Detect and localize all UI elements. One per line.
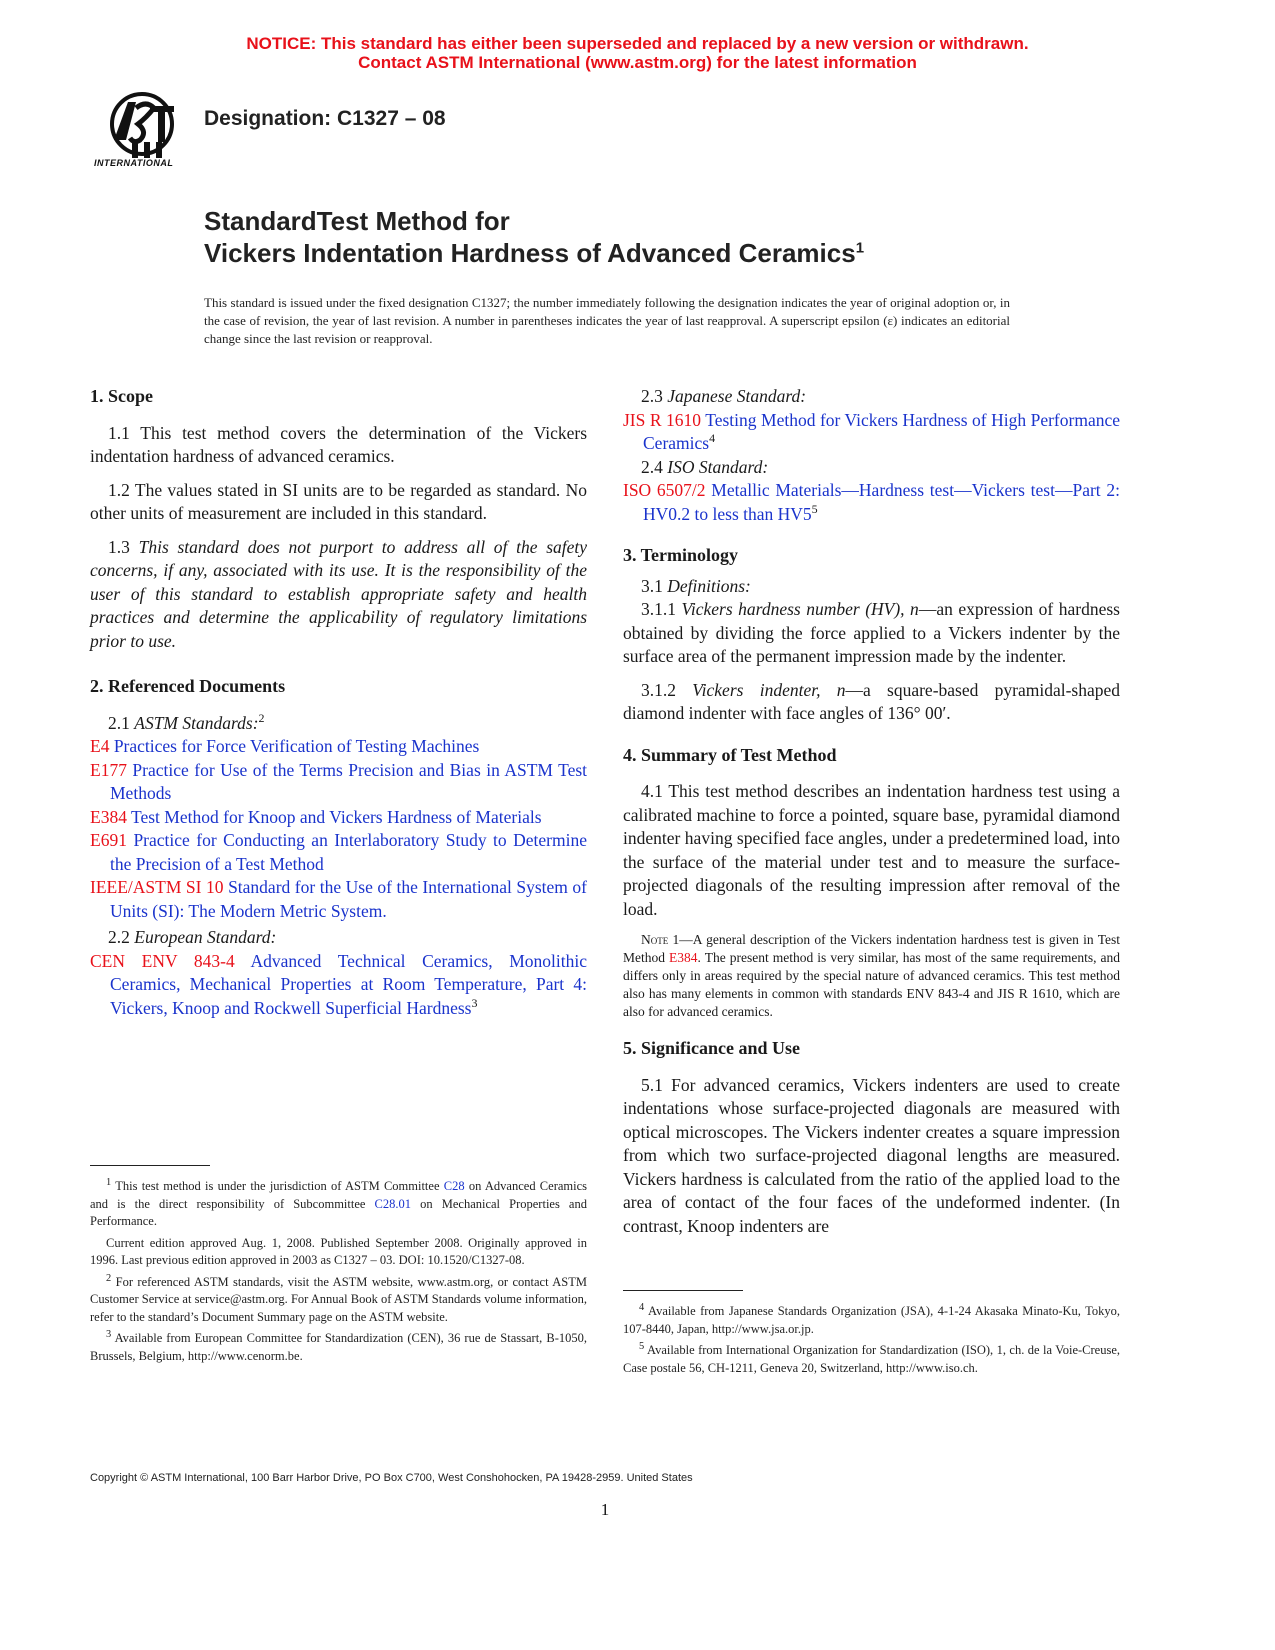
def-num: 3.1 (641, 575, 663, 596)
iso-fn-mark: 5 (811, 501, 818, 516)
astm-logo (92, 88, 192, 172)
footnote-3 (90, 1330, 587, 1365)
title-line-2-text: Vickers Indentation Hardness of Advanced Ceramics (204, 238, 856, 268)
footnote-4 (623, 1303, 1120, 1338)
ref-title[interactable]: Practice for Use of the Terms Precision and Bias in ASTM Test Methods (110, 759, 588, 803)
definitions-label (641, 575, 1120, 599)
ref-item[interactable] (90, 876, 587, 923)
para-1-3 (90, 536, 587, 654)
ref-item[interactable] (90, 829, 587, 876)
iso-label-text: ISO Standard: (667, 456, 769, 477)
footnote-rule (623, 1290, 743, 1291)
title-line-1: StandardTest Method for (204, 206, 510, 236)
astm-label: ASTM Standards: (134, 712, 259, 733)
ref-title[interactable]: Testing Method for Vickers Hardness of High Performance Ceramics (643, 409, 1120, 453)
definition-3-1-2 (623, 679, 1120, 726)
para-1-3-num: 1.3 (108, 536, 130, 557)
euro-label: European Standard: (134, 927, 277, 947)
ref-code[interactable]: E4 (90, 736, 110, 756)
title-footnote-mark: 1 (855, 239, 865, 257)
ref-code[interactable]: JIS R 1610 (623, 409, 702, 430)
page-title (204, 205, 1104, 269)
d2-num: 3.1.2 (641, 679, 676, 700)
ref-title[interactable]: Practices for Force Verification of Testing Machines (113, 736, 480, 756)
fn3-mark: 3 (106, 1328, 112, 1340)
footnote-1 (90, 1178, 587, 1231)
cen-fn-mark: 3 (471, 995, 478, 1010)
fn1-link-c28[interactable]: C28 (443, 1179, 465, 1193)
jis-label-text: Japanese Standard: (667, 386, 807, 406)
note-label: Note 1 (641, 932, 680, 947)
designation: Designation: C1327 – 08 (204, 107, 446, 130)
right-column (623, 385, 1120, 1248)
jis-num: 2.3 (641, 386, 663, 406)
preamble: This standard is issued under the fixed designation C1327; the number immediately following the designation indicates the year of original adoption or, in the case of revision, the year of last revision. A number in parentheses indicates the year of last reapproval. A superscript epsilon (ε) indicates an editorial change since the last revision or reapproval. (204, 295, 1010, 346)
left-footnotes (90, 1165, 587, 1369)
jis-fn-mark: 4 (709, 431, 716, 446)
copyright: Copyright © ASTM International, 100 Barr Harbor Drive, PO Box C700, West Conshohocken, PA 19428-2959. United States (90, 1472, 693, 1484)
refdocs-heading: 2. Referenced Documents (90, 676, 286, 696)
notice-banner (0, 34, 1275, 72)
para-4-1: 4.1 This test method describes an indentation hardness test using a calibrated machine to force a pointed, square base, pyramidal diamond indenter having specified face angles, under a predetermined load, into the surface of the material under test and to measure the surface-projected diagonals of the resulting impression after removal of the load. (623, 781, 1120, 919)
astm-fn-mark: 2 (258, 710, 265, 725)
ref-code[interactable]: CEN ENV 843-4 (90, 950, 235, 971)
fn1-mark: 1 (106, 1176, 112, 1188)
ref-item[interactable] (90, 735, 587, 759)
note-text-b: . The present method is very similar, has most of the same requirements, and differs only in areas required by the special nature of advanced ceramics. This test method also has many elements in common with standards ENV 843-4 and JIS R 1610, which are also for advanced ceramics. (623, 950, 1121, 1019)
fn1-text-b: on Advanced Ceramics and is the direct responsibility of Subcommittee (90, 1179, 588, 1211)
para-1-1: 1.1 This test method covers the determination of the Vickers indentation hardness of advanced ceramics. (90, 422, 587, 466)
ref-code[interactable]: E691 (90, 830, 127, 850)
para-5-1: 5.1 For advanced ceramics, Vickers indenters are used to create indentations whose surface-projected diagonals are measured with optical microscopes. The Vickers indenter creates a square impression from which two surface-projected diagonal lengths are measured. Vickers hardness is calculated from the ratio of the applied load to the area of contact of the four faces of the undeformed indenter. (In contrast, Knoop indenters are (623, 1074, 1120, 1236)
ref-code[interactable]: ISO 6507/2 (623, 480, 706, 500)
d2-text: —a square-based pyramidal-shaped diamond indenter with face angles of 136° 00′. (623, 679, 1120, 723)
logo-caption: INTERNATIONAL (94, 158, 174, 168)
jis-label (641, 385, 1120, 409)
footnote-1-edition: Current edition approved Aug. 1, 2008. Published September 2008. Originally approved in 1996. Last previous edition approved in 2003 as C1327 – 03. DOI: 10.1520/C1327-08. (90, 1235, 587, 1267)
fn2-text: For referenced ASTM standards, visit the ASTM website, www.astm.org, or contact ASTM Customer Service at service@astm.org. For Annual Book of ASTM Standards volume information, refer to the standard’s Document Summary page on the ASTM website. (90, 1274, 588, 1324)
footnote-5 (623, 1342, 1120, 1377)
footnote-rule (90, 1165, 210, 1166)
note-1 (623, 931, 1120, 1021)
scope-heading: 1. Scope (90, 386, 153, 406)
d2-term: Vickers indenter, n (692, 679, 846, 700)
ref-title[interactable]: Standard for the Use of the International System of Units (SI): The Modern Metric System. (110, 877, 588, 921)
notice-line-2: Contact ASTM International (www.astm.org) for the latest information (358, 53, 917, 72)
fn5-text: Available from International Organization for Standardization (ISO), 1, ch. de la Voie-Creuse, Case postale 56, CH-1211, Geneva 20, Switzerland, http://www.iso.ch. (623, 1343, 1120, 1375)
para-1-2: 1.2 The values stated in SI units are to be regarded as standard. No other units of measurement are included in this standard. (90, 479, 587, 523)
ref-item-cen[interactable] (90, 950, 587, 1021)
title-line-2 (204, 237, 1104, 269)
right-footnotes (623, 1290, 1120, 1381)
euro-standard-label (108, 926, 587, 950)
ref-code[interactable]: E177 (90, 759, 127, 780)
page-number: 1 (600, 1500, 610, 1519)
terminology-heading: 3. Terminology (623, 545, 739, 565)
astm-logo-icon (92, 88, 192, 160)
significance-heading: 5. Significance and Use (623, 1038, 801, 1058)
ref-code[interactable]: IEEE/ASTM SI 10 (90, 877, 224, 897)
ref-item[interactable] (90, 759, 587, 806)
ref-code[interactable]: E384 (90, 806, 127, 827)
summary-heading: 4. Summary of Test Method (623, 744, 837, 765)
def-label: Definitions: (667, 575, 751, 596)
fn2-mark: 2 (106, 1272, 112, 1284)
euro-num: 2.2 (108, 927, 130, 947)
note-link-e384[interactable]: E384 (669, 950, 698, 965)
ref-item-jis[interactable] (623, 409, 1120, 456)
fn5-mark: 5 (639, 1340, 645, 1352)
d1-text: —an expression of hardness obtained by dividing the force applied to a Vickers indenter by the surface area of the permanent impression made by the indenter. (623, 599, 1120, 666)
fn4-text: Available from Japanese Standards Organization (JSA), 4-1-24 Akasaka Minato-Ku, Tokyo, 107-8440, Japan, http://www.jsa.or.jp. (623, 1304, 1120, 1336)
fn4-mark: 4 (639, 1301, 645, 1313)
fn3-text: Available from European Committee for Standardization (CEN), 36 rue de Stassart, B-1050, Brussels, Belgium, http://www.cenorm.be. (90, 1331, 587, 1363)
d1-num: 3.1.1 (641, 599, 676, 619)
astm-num: 2.1 (108, 712, 130, 733)
iso-num: 2.4 (641, 456, 663, 477)
iso-label (641, 456, 1120, 480)
note-text-a: —A general description of the Vickers indentation hardness test is given in Test Method (623, 932, 1120, 965)
ref-title[interactable]: Metallic Materials—Hardness test—Vickers test—Part 2: HV0.2 to less than HV5 (643, 480, 1121, 524)
fn1-text-c: on Mechanical Properties and Performance. (90, 1196, 587, 1228)
fn1-link-c2801[interactable]: C28.01 (374, 1196, 412, 1211)
fn1-text-a: This test method is under the jurisdiction of ASTM Committee (115, 1179, 440, 1193)
astm-standards-label (108, 712, 587, 736)
ref-title[interactable]: Test Method for Knoop and Vickers Hardness of Materials (131, 806, 542, 827)
ref-item[interactable] (90, 806, 587, 830)
definition-3-1-1 (623, 598, 1120, 669)
notice-line-1: NOTICE: This standard has either been superseded and replaced by a new version or withdrawn. (246, 34, 1029, 53)
ref-item-iso[interactable] (623, 479, 1120, 526)
para-1-3-text: This standard does not purport to address all of the safety concerns, if any, associated with its use. It is the responsibility of the user of this standard to establish appropriate safety and health practices and determine the applicability of regulatory limitations prior to use. (90, 536, 588, 651)
left-column (90, 385, 587, 1020)
ref-title[interactable]: Advanced Technical Ceramics, Monolithic Ceramics, Mechanical Properties at Room Temperature, Part 4: Vickers, Knoop and Rockwell Superficial Hardness (110, 950, 587, 1018)
footnote-2 (90, 1274, 587, 1327)
d1-term: Vickers hardness number (HV), n (681, 599, 919, 619)
ref-title[interactable]: Practice for Conducting an Interlaboratory Study to Determine the Precision of a Test Method (110, 830, 588, 874)
